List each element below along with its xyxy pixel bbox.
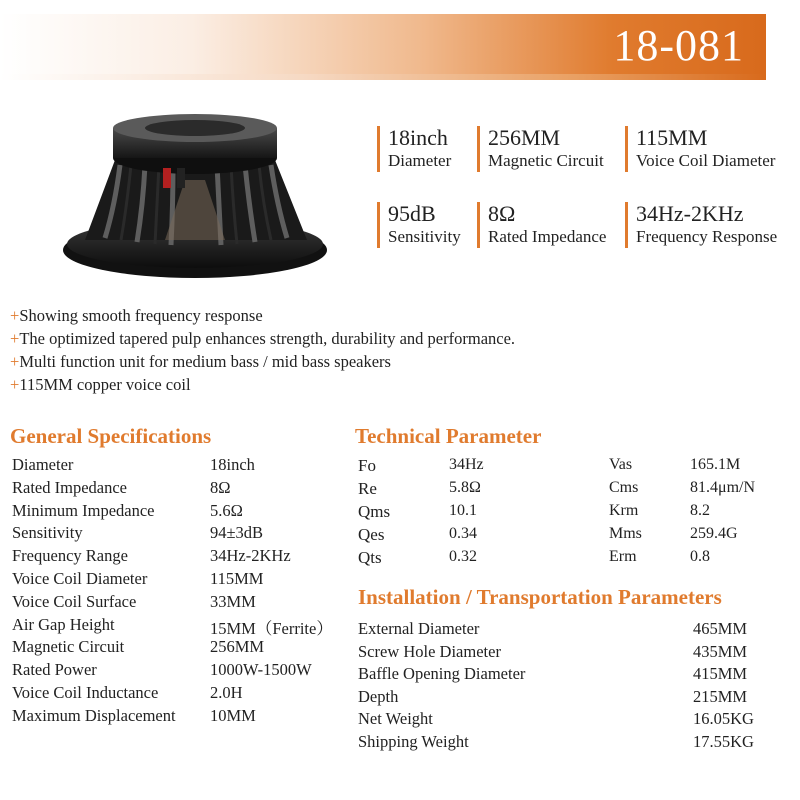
tech-param-value: 0.32 <box>449 548 477 565</box>
spec-row-label: Air Gap Height <box>12 614 115 634</box>
key-spec-value: 95dB <box>388 201 436 226</box>
key-spec-label: Rated Impedance <box>488 227 607 246</box>
key-spec-value: 18inch <box>388 125 448 150</box>
feature-item <box>10 350 515 373</box>
key-spec-label: Frequency Response <box>636 227 778 246</box>
key-spec-value: 8Ω <box>488 201 516 226</box>
tech-param-value: 165.1M <box>690 456 741 473</box>
feature-item <box>10 373 515 396</box>
install-row-value: 16.05KG <box>693 709 754 729</box>
spec-row <box>12 501 352 523</box>
tech-param-row <box>358 548 778 570</box>
spec-row-value: 256MM <box>210 637 265 657</box>
install-row-value: 465MM <box>693 619 748 638</box>
key-spec-value: 256MM <box>488 125 561 150</box>
install-row-label: Shipping Weight <box>358 732 469 751</box>
feature-item <box>10 304 515 327</box>
install-row-label: External Diameter <box>358 619 480 638</box>
install-row-label: Screw Hole Diameter <box>358 641 501 661</box>
plus-icon: + <box>10 306 20 325</box>
key-spec-value: 115MM <box>636 125 708 150</box>
spec-row <box>12 478 352 500</box>
tech-param-row <box>358 525 778 547</box>
spec-row <box>12 683 352 705</box>
tech-param-value: 5.8Ω <box>449 479 481 496</box>
install-row <box>358 687 778 709</box>
spec-row <box>12 637 352 659</box>
tech-param-name: Cms <box>609 479 639 496</box>
spec-row-label: Magnetic Circuit <box>12 637 125 657</box>
spec-row-label: Voice Coil Diameter <box>12 569 148 588</box>
feature-text: Showing smooth frequency response <box>19 306 263 325</box>
install-row <box>358 732 778 754</box>
install-row-value: 17.55KG <box>693 732 754 751</box>
spec-row-value: 18inch <box>210 455 255 474</box>
install-row <box>358 619 778 641</box>
spec-row-label: Maximum Displacement <box>12 705 176 725</box>
tech-param-value: 0.8 <box>690 548 710 565</box>
key-spec-sensitivity <box>377 202 461 248</box>
spec-row-label: Rated Impedance <box>12 477 127 497</box>
tech-param-value: 0.34 <box>449 525 477 542</box>
spec-row-label: Voice Coil Surface <box>12 591 137 611</box>
spec-row <box>12 569 352 591</box>
spec-row-value: 8Ω <box>210 477 231 497</box>
install-row-label: Baffle Opening Diameter <box>358 664 526 684</box>
feature-text: The optimized tapered pulp enhances strength, durability and performance. <box>19 329 516 348</box>
key-spec-label: Voice Coil Diameter <box>636 151 776 170</box>
install-row-label: Depth <box>358 686 399 706</box>
installation-title: Installation / Transportation Parameters <box>358 585 722 609</box>
install-row-value: 215MM <box>693 686 748 706</box>
spec-row-label: Sensitivity <box>12 523 83 543</box>
plus-icon: + <box>10 352 20 371</box>
spec-row-label: Minimum Impedance <box>12 500 155 520</box>
tech-param-value: 81.4μm/N <box>690 479 756 496</box>
feature-text: 115MM copper voice coil <box>19 375 191 394</box>
tech-param-name: Krm <box>609 502 639 519</box>
spec-row-value: 1000W-1500W <box>210 660 312 680</box>
install-row <box>358 642 778 664</box>
tech-param-name: Fo <box>358 456 376 475</box>
spec-row <box>12 455 352 477</box>
model-number: 18-081 <box>613 21 744 70</box>
install-row <box>358 709 778 731</box>
tech-param-name: Erm <box>609 548 637 565</box>
key-spec-voice-coil-diameter <box>625 126 775 172</box>
spec-row-label: Voice Coil Inductance <box>12 683 159 702</box>
spec-row <box>12 546 352 568</box>
tech-param-name: Vas <box>609 456 633 473</box>
plus-icon: + <box>10 329 20 348</box>
spec-row <box>12 523 352 545</box>
tech-param-value: 34Hz <box>449 456 484 473</box>
spec-row <box>12 660 352 682</box>
tech-param-row <box>358 479 778 501</box>
tech-param-row <box>358 456 778 478</box>
spec-row-value: 33MM <box>210 591 256 611</box>
install-row <box>358 664 778 686</box>
key-spec-magnetic-circuit <box>477 126 604 172</box>
spec-row-label: Diameter <box>12 455 74 474</box>
tech-param-value: 259.4G <box>690 525 738 542</box>
spec-row-value: 5.6Ω <box>210 500 243 520</box>
feature-list <box>10 304 515 396</box>
key-spec-label: Sensitivity <box>388 227 461 246</box>
general-specs-title: General Specifications <box>10 424 212 448</box>
plus-icon: + <box>10 375 20 394</box>
spec-row-label: Rated Power <box>12 660 97 680</box>
key-spec-diameter <box>377 126 451 172</box>
spec-row-value: 10MM <box>210 705 256 725</box>
spec-row-label: Frequency Range <box>12 546 128 566</box>
tech-param-name: Qes <box>358 525 385 544</box>
key-spec-label: Diameter <box>388 151 452 170</box>
key-spec-label: Magnetic Circuit <box>488 151 604 170</box>
spec-row-value: 2.0H <box>210 683 243 702</box>
spec-row <box>12 615 352 637</box>
header-banner-underline <box>0 74 766 80</box>
install-row-label: Net Weight <box>358 709 433 729</box>
tech-param-value: 10.1 <box>449 502 477 519</box>
tech-param-name: Re <box>358 479 377 498</box>
key-spec-rated-impedance <box>477 202 606 248</box>
feature-item <box>10 327 515 350</box>
key-spec-value: 34Hz-2KHz <box>636 201 744 226</box>
spec-row-value: 115MM <box>210 569 264 588</box>
tech-param-name: Qms <box>358 502 391 521</box>
technical-parameter-title: Technical Parameter <box>355 424 542 448</box>
install-row-value: 435MM <box>693 641 748 661</box>
spec-row-value: 34Hz-2KHz <box>210 546 291 566</box>
speaker-driver-image <box>45 110 335 290</box>
spec-row-value: 94±3dB <box>210 523 264 543</box>
key-spec-frequency-response <box>625 202 777 248</box>
install-row-value: 415MM <box>693 664 748 684</box>
spec-row <box>12 592 352 614</box>
spec-row <box>12 706 352 728</box>
spec-row-value: 15MM（Ferrite） <box>210 618 333 638</box>
tech-param-name: Qts <box>358 548 382 567</box>
tech-param-value: 8.2 <box>690 502 710 519</box>
tech-param-row <box>358 502 778 524</box>
tech-param-name: Mms <box>609 525 642 542</box>
feature-text: Multi function unit for medium bass / mid bass speakers <box>19 352 391 371</box>
